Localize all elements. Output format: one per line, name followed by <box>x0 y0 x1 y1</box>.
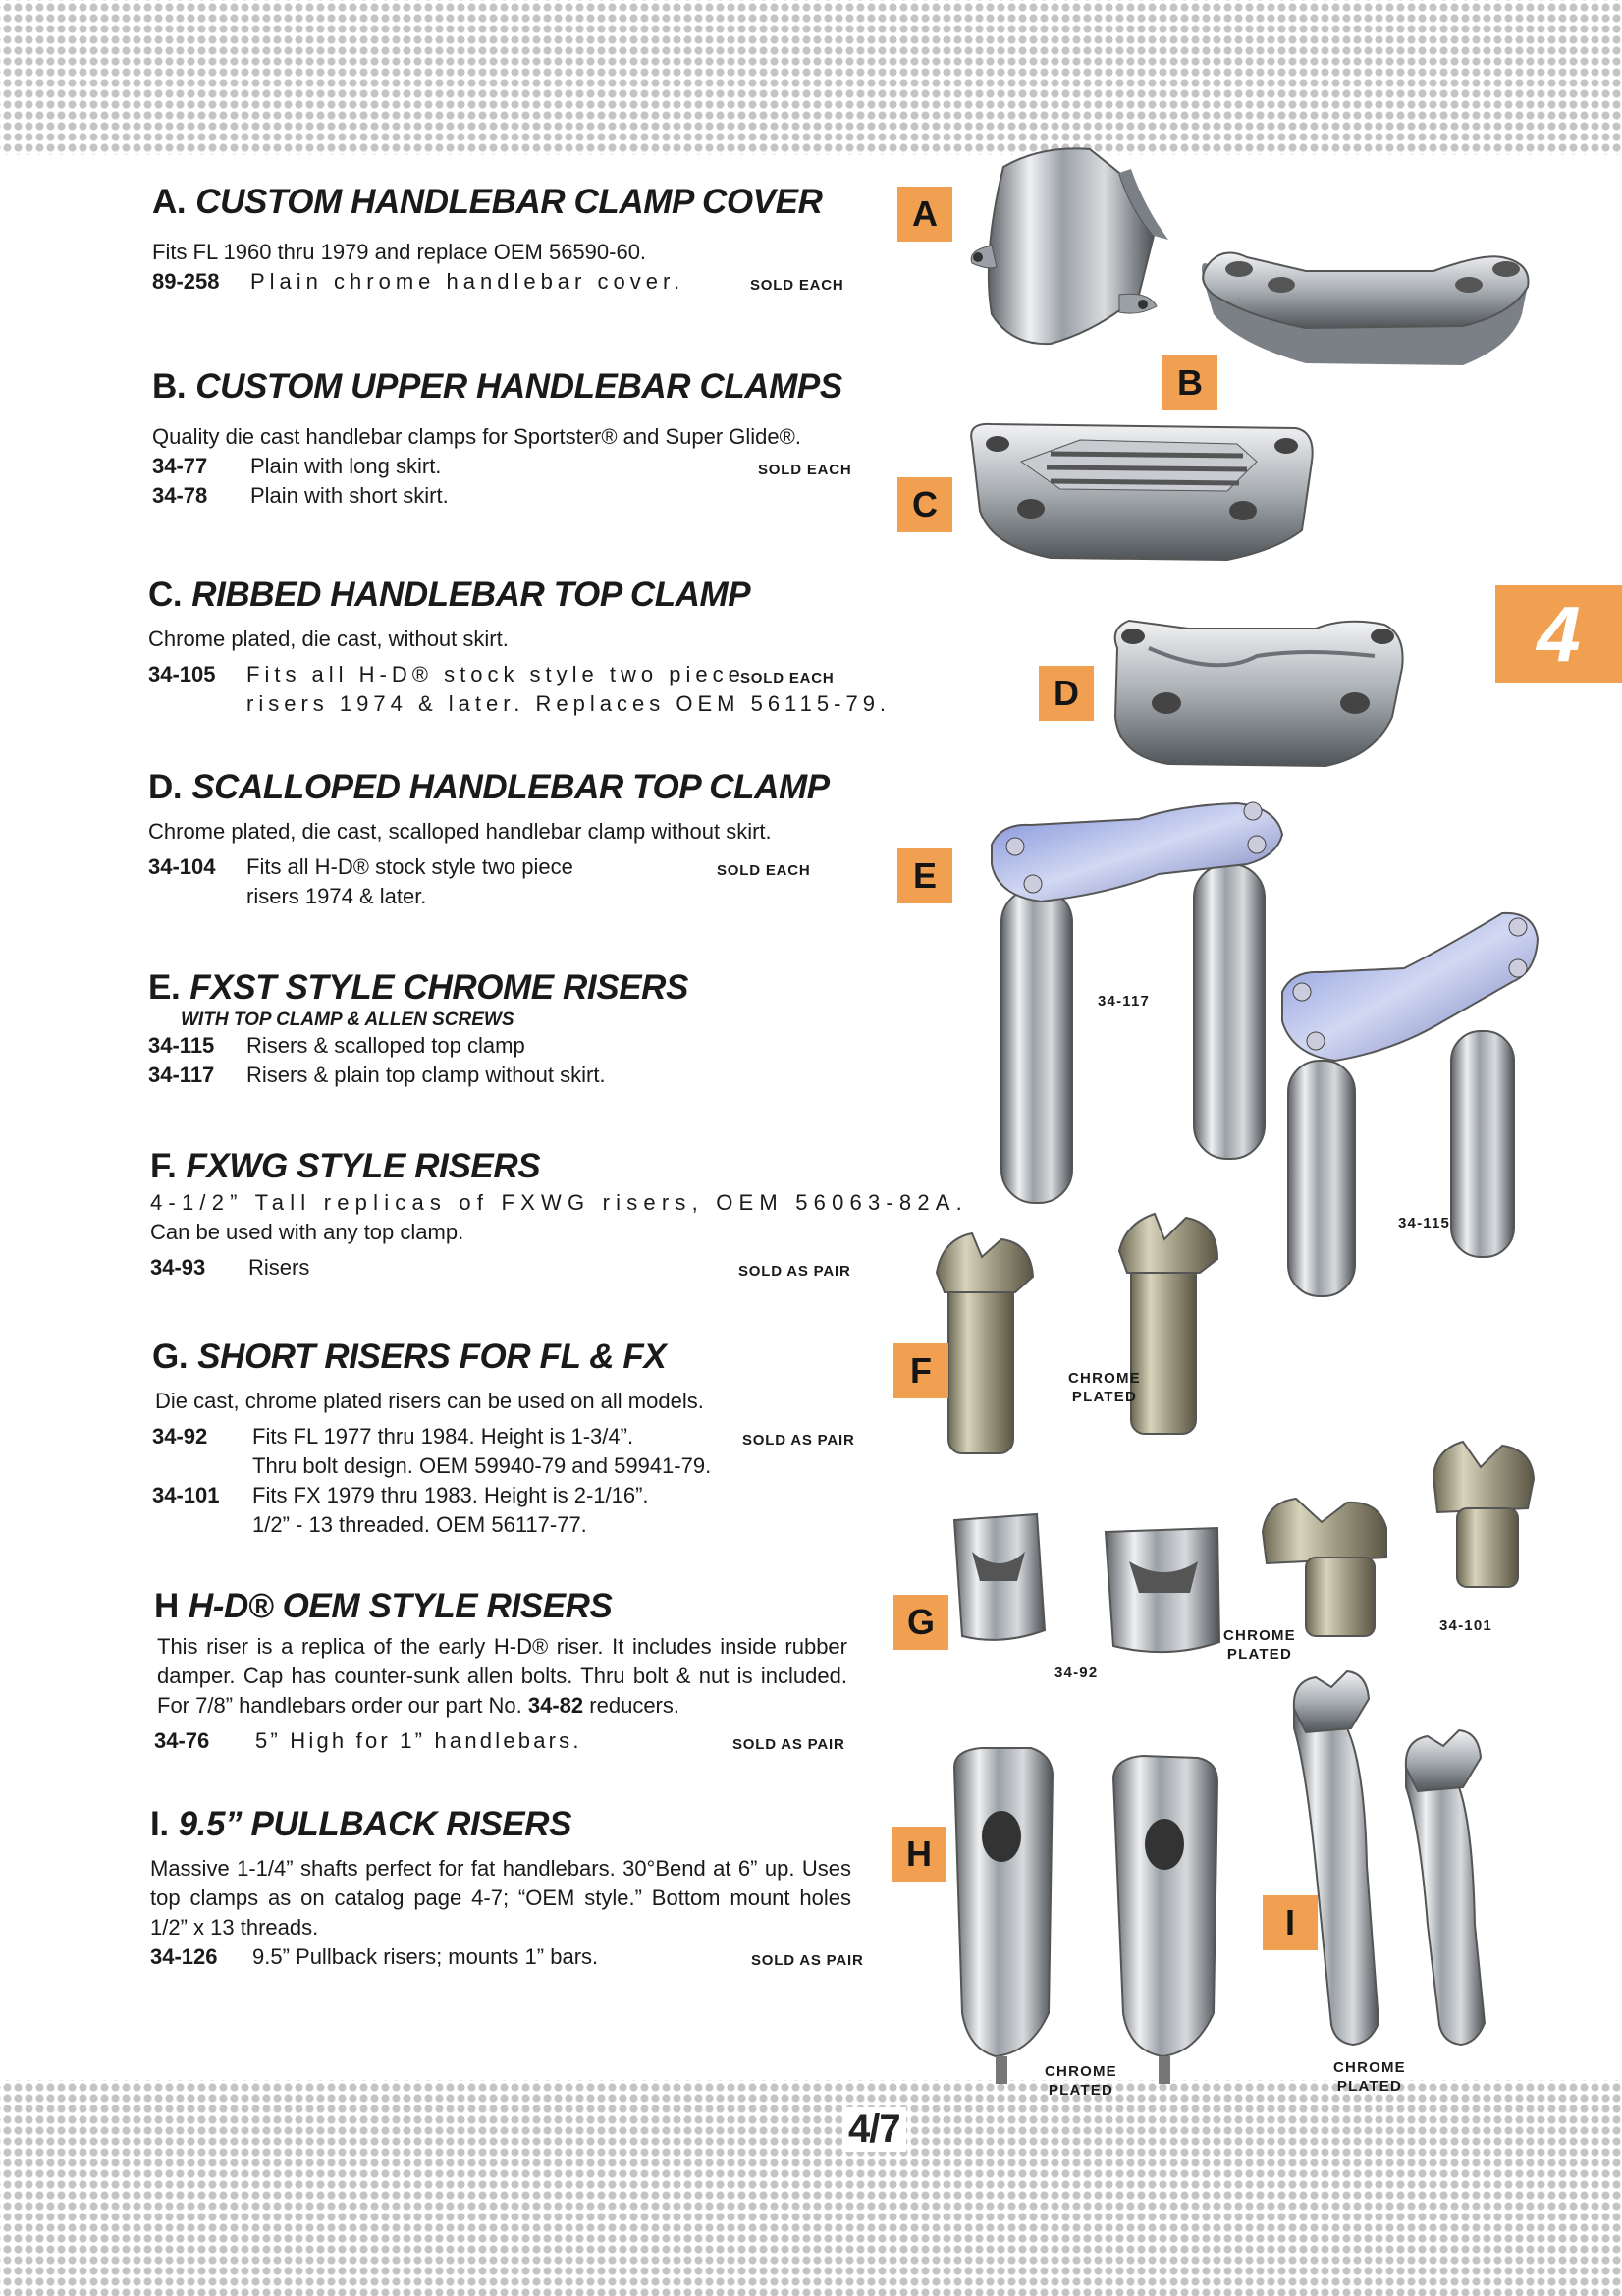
part-description: Plain with short skirt. <box>250 483 449 508</box>
section-f-title: F. FXWG STYLE RISERS <box>150 1147 541 1185</box>
reducer-part-number: 34-82 <box>527 1693 584 1718</box>
image-label-i: I <box>1263 1895 1318 1950</box>
section-f-desc: 4-1/2” Tall replicas of FXWG risers, OEM 56063-82A. Can be used with any top clamp. <box>150 1190 968 1244</box>
part-row <box>148 1061 836 1090</box>
oem-risers-image <box>954 1748 1217 2084</box>
pullback-risers-image <box>1294 1671 1485 2045</box>
section-b-desc: Quality die cast handlebar clamps for Sportster® and Super Glide®. <box>152 424 801 449</box>
part-description: Risers & scalloped top clamp <box>246 1033 525 1058</box>
part-number: 34-104 <box>148 854 216 879</box>
sold-badge: SOLD AS PAIR <box>751 1952 864 1969</box>
part-number: 34-126 <box>150 1944 218 1969</box>
caption-chrome-plated-h: CHROME PLATED <box>1045 2063 1117 2099</box>
section-e <box>148 968 836 1090</box>
part-row <box>152 1422 855 1481</box>
part-number: 34-77 <box>152 454 208 478</box>
part-description: 9.5” Pullback risers; mounts 1” bars. <box>252 1944 599 1969</box>
part-row <box>152 1481 839 1540</box>
sold-badge: SOLD EACH <box>758 462 852 478</box>
sold-badge: SOLD EACH <box>740 670 835 686</box>
sold-badge: SOLD EACH <box>717 862 811 879</box>
section-h <box>154 1587 847 1756</box>
part-description: Fits all H-D® stock style two piece risers 1974 & later. Replaces OEM 56115-79. <box>246 662 892 716</box>
section-a <box>152 183 844 297</box>
part-row <box>152 481 839 511</box>
part-row <box>148 1031 836 1061</box>
section-b-title: B. CUSTOM UPPER HANDLEBAR CLAMPS <box>152 367 842 406</box>
part-number: 34-78 <box>152 483 208 508</box>
page-number: 4/7 <box>842 2107 906 2152</box>
caption-34-117: 34-117 <box>1098 993 1151 1010</box>
part-number: 34-115 <box>148 1033 215 1058</box>
section-c-title: C. RIBBED HANDLEBAR TOP CLAMP <box>148 575 751 614</box>
image-label-g: G <box>893 1595 948 1650</box>
part-description: 5” High for 1” handlebars. <box>255 1728 582 1753</box>
section-f <box>150 1147 968 1283</box>
image-label-e: E <box>897 848 952 903</box>
part-row <box>152 267 844 297</box>
part-number: 34-101 <box>152 1483 220 1507</box>
sold-badge: SOLD AS PAIR <box>738 1263 851 1280</box>
part-number: 34-93 <box>150 1255 206 1280</box>
section-g-desc: Die cast, chrome plated risers can be used on all models. <box>155 1389 704 1413</box>
section-h-desc: This riser is a replica of the early H-D® riser. It includes inside rubber damper. Cap has counter-sunk allen bolts. Thru bolt & nut is included. For 7/8” handlebars order our part No. 34-82 reducers. <box>157 1634 847 1718</box>
part-number: 34-92 <box>152 1424 208 1449</box>
section-a-desc: Fits FL 1960 thru 1979 and replace OEM 56590-60. <box>152 240 647 264</box>
section-i <box>150 1805 864 1972</box>
sold-badge: SOLD AS PAIR <box>742 1432 855 1449</box>
part-row <box>152 452 852 481</box>
part-description: Fits all H-D® stock style two piece risers 1974 & later. <box>246 854 573 908</box>
image-label-a: A <box>897 187 952 242</box>
part-description: Fits FL 1977 thru 1984. Height is 1-3/4”. Thru bolt design. OEM 59940-79 and 59941-79. <box>252 1424 712 1478</box>
sold-badge: SOLD EACH <box>750 277 844 294</box>
section-a-title: A. CUSTOM HANDLEBAR CLAMP COVER <box>152 183 823 221</box>
part-description: Plain with long skirt. <box>250 454 442 478</box>
fxwg-risers-image <box>937 1214 1217 1453</box>
part-number: 34-117 <box>148 1063 215 1087</box>
sold-badge: SOLD AS PAIR <box>732 1736 845 1753</box>
scalloped-clamp-image <box>1115 621 1403 766</box>
section-b <box>152 367 852 511</box>
part-description: Fits FX 1979 thru 1983. Height is 2-1/16”. 1/2” - 13 threaded. OEM 56117-77. <box>252 1483 649 1537</box>
section-i-desc: Massive 1-1/4” shafts perfect for fat handlebars. 30°Bend at 6” up. Uses top clamps as on catalog page 4-7; “OEM style.” Bottom mount holes 1/2” x 13 threads. <box>150 1856 851 1940</box>
part-row <box>150 1253 851 1283</box>
caption-34-101: 34-101 <box>1439 1617 1492 1634</box>
image-label-d: D <box>1039 666 1094 721</box>
section-g <box>152 1338 855 1540</box>
caption-34-92: 34-92 <box>1054 1665 1099 1681</box>
part-number: 34-105 <box>148 662 216 686</box>
caption-chrome-plated-f: CHROME PLATED <box>1068 1370 1141 1405</box>
upper-clamp-image <box>1202 253 1528 366</box>
part-description: Risers & plain top clamp without skirt. <box>246 1063 606 1087</box>
caption-34-115: 34-115 <box>1398 1215 1451 1231</box>
fxst-risers-image <box>992 802 1538 1296</box>
part-number: 89-258 <box>152 269 220 294</box>
caption-chrome-plated-g: CHROME PLATED <box>1223 1627 1296 1663</box>
section-d-title: D. SCALLOPED HANDLEBAR TOP CLAMP <box>148 768 830 806</box>
part-description: Risers <box>248 1255 310 1280</box>
section-tab: 4 <box>1495 585 1622 683</box>
section-g-title: G. SHORT RISERS FOR FL & FX <box>152 1338 667 1376</box>
section-e-subtitle: WITH TOP CLAMP & ALLEN SCREWS <box>181 1010 514 1030</box>
section-h-title: H H-D® OEM STYLE RISERS <box>154 1587 613 1625</box>
ribbed-clamp-image <box>971 424 1312 560</box>
image-label-h: H <box>892 1827 946 1882</box>
image-label-c: C <box>897 477 952 532</box>
section-i-title: I. 9.5” PULLBACK RISERS <box>150 1805 572 1843</box>
section-d <box>148 768 836 911</box>
caption-chrome-plated-i: CHROME PLATED <box>1333 2059 1406 2095</box>
part-description: Plain chrome handlebar cover. <box>250 269 685 294</box>
part-row <box>148 660 892 719</box>
part-row <box>154 1726 847 1756</box>
image-label-b: B <box>1162 355 1217 410</box>
image-label-f: F <box>893 1343 948 1398</box>
part-number: 34-76 <box>154 1728 210 1753</box>
section-d-desc: Chrome plated, die cast, scalloped handlebar clamp without skirt. <box>148 819 772 844</box>
section-e-title: E. FXST STYLE CHROME RISERS <box>148 968 688 1007</box>
clamp-cover-image <box>971 148 1168 344</box>
section-c <box>148 575 892 719</box>
part-row <box>148 852 836 911</box>
part-row <box>150 1942 864 1972</box>
section-c-desc: Chrome plated, die cast, without skirt. <box>148 627 509 651</box>
